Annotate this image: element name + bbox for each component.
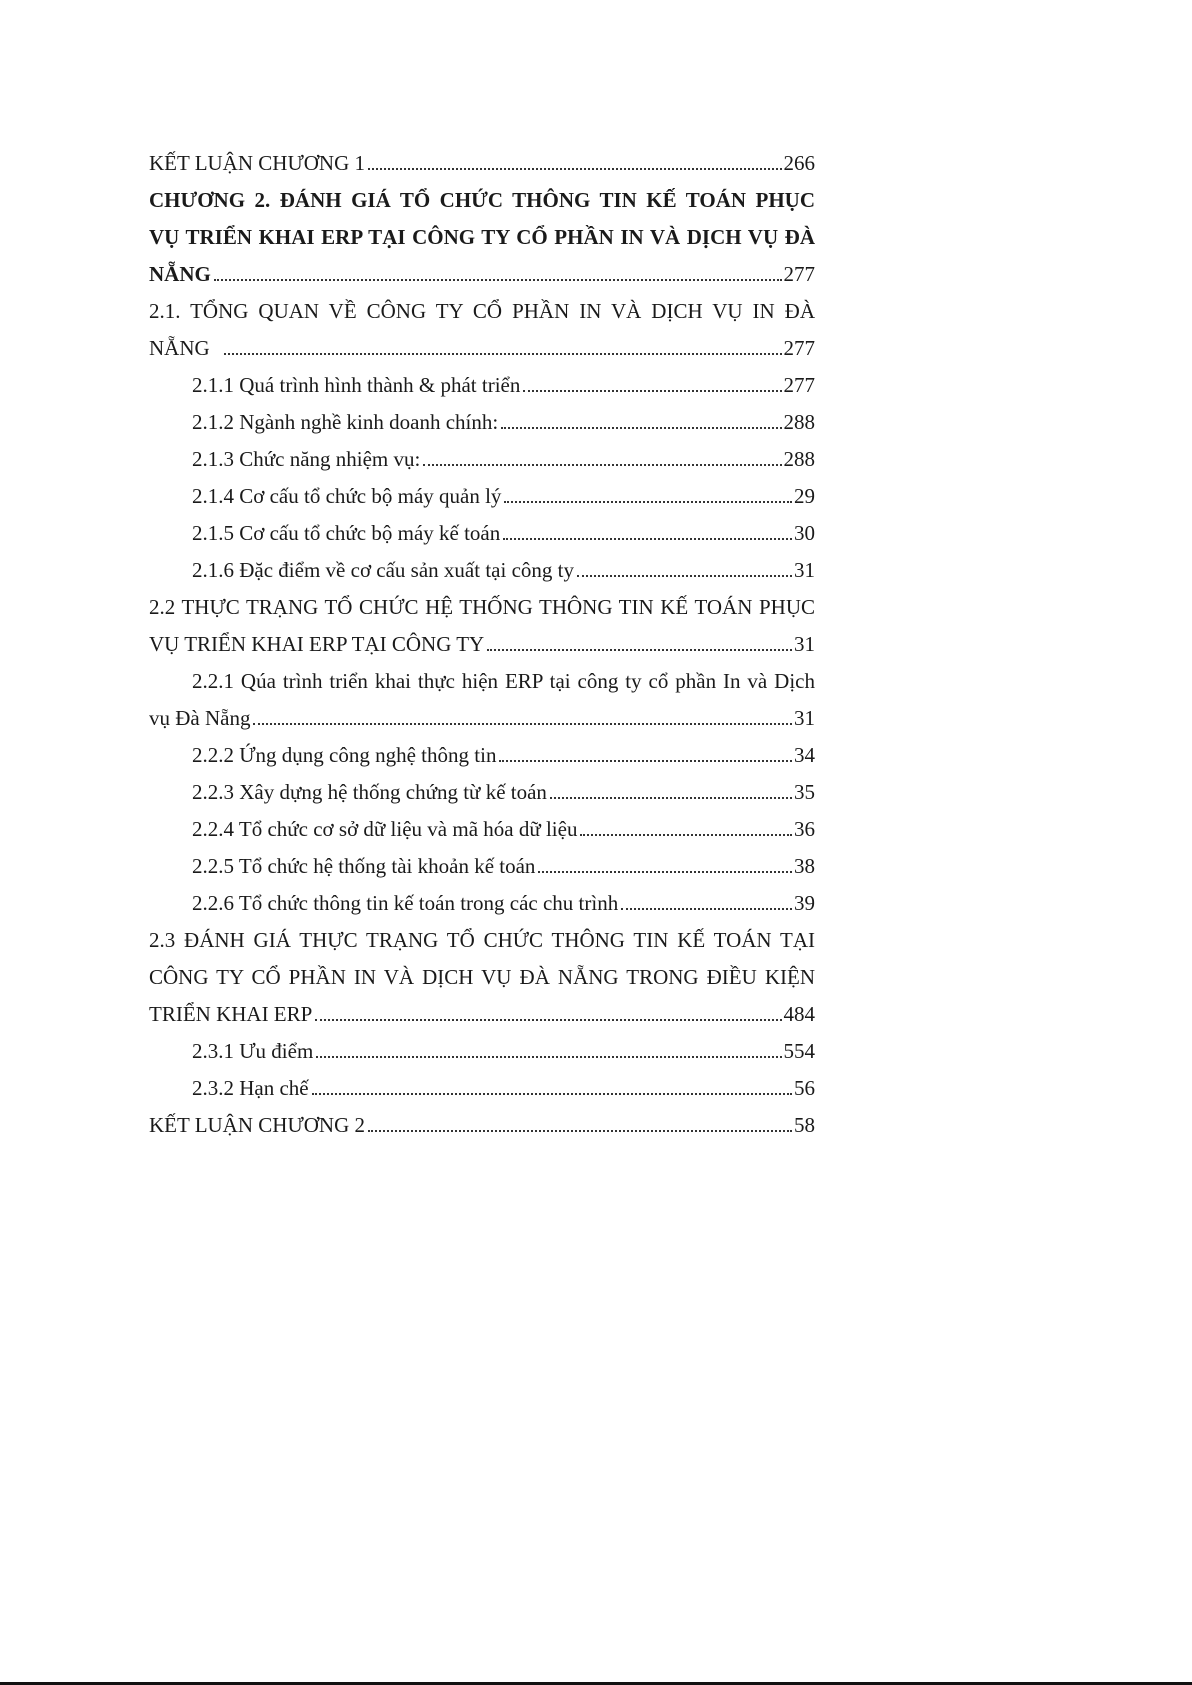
toc-entry-page: 38: [794, 854, 815, 878]
toc-entry-title: 2.1.3 Chức năng nhiệm vụ:: [192, 447, 421, 471]
toc-entry-page: 277: [783, 373, 815, 397]
toc-entry-title: 2.3.2 Hạn chế: [192, 1076, 309, 1100]
toc-entry-page: 288: [783, 410, 815, 434]
toc-entry-page: 277: [783, 336, 815, 360]
toc-section-2-1-line-1[interactable]: 2.1. TỔNG QUAN VỀ CÔNG TY CỔ PHẦN IN VÀ DỊCH VỤ IN ĐÀ: [149, 299, 815, 323]
toc-entry-2-1-3[interactable]: [149, 441, 815, 478]
toc-entry-title: 2.3.1 Ưu điểm: [192, 1039, 314, 1063]
dot-leader: [423, 463, 781, 466]
toc-entry-2-2-1-line-2[interactable]: [149, 700, 815, 737]
toc-entry-title: 2.2.6 Tổ chức thông tin kế toán trong các chu trình: [192, 891, 619, 915]
toc-entry-title: NẴNG: [149, 262, 211, 286]
toc-entry-page: 39: [794, 891, 815, 915]
toc-entry-2-2-4[interactable]: [149, 811, 815, 848]
dot-leader: [368, 167, 782, 170]
toc-entry-2-1-1[interactable]: [149, 367, 815, 404]
toc-section-2-1-line-2[interactable]: [149, 330, 815, 367]
dot-leader: [487, 648, 792, 651]
toc-section-2-2-line-1[interactable]: 2.2 THỰC TRẠNG TỔ CHỨC HỆ THỐNG THÔNG TIN KẾ TOÁN PHỤC: [149, 595, 815, 619]
dot-leader: [253, 722, 792, 725]
toc-entry-2-2-5[interactable]: [149, 848, 815, 885]
toc-entry-title: 2.1.5 Cơ cấu tổ chức bộ máy kế toán: [192, 521, 501, 545]
toc-entry-title: 2.2.5 Tổ chức hệ thống tài khoản kế toán: [192, 854, 536, 878]
toc-entry-2-1-6[interactable]: [149, 552, 815, 589]
toc-entry-2-2-2[interactable]: [149, 737, 815, 774]
dot-leader: [577, 574, 792, 577]
toc-entry-title: 2.1.1 Quá trình hình thành & phát triển: [192, 373, 521, 397]
toc-entry-page: 484: [783, 1002, 815, 1026]
toc-entry-2-3-2[interactable]: [149, 1070, 815, 1107]
toc-entry-2-1-2[interactable]: [149, 404, 815, 441]
dot-leader: [316, 1055, 781, 1058]
toc-entry-title: KẾT LUẬN CHƯƠNG 1: [149, 151, 365, 175]
toc-entry-2-2-1-line-1[interactable]: 2.2.1 Qúa trình triển khai thực hiện ERP tại công ty cổ phần In và Dịch: [192, 669, 815, 693]
toc-section-2-3-line-2[interactable]: CÔNG TY CỔ PHẦN IN VÀ DỊCH VỤ ĐÀ NẴNG TRONG ĐIỀU KIỆN: [149, 965, 815, 989]
dot-leader: [621, 907, 792, 910]
toc-entry-page: 31: [794, 706, 815, 730]
toc-entry-page: 34: [794, 743, 815, 767]
dot-leader: [224, 352, 782, 355]
toc-entry-title: 2.1.2 Ngành nghề kinh doanh chính:: [192, 410, 499, 434]
toc-section-2-3-line-3[interactable]: [149, 996, 815, 1033]
dot-leader: [538, 870, 792, 873]
dot-leader: [580, 833, 792, 836]
toc-chapter-2-line-3[interactable]: [149, 256, 815, 293]
toc-entry-2-2-6[interactable]: [149, 885, 815, 922]
dot-leader: [504, 500, 792, 503]
dot-leader: [214, 278, 782, 281]
toc-entry-title: VỤ TRIỂN KHAI ERP TẠI CÔNG TY: [149, 632, 485, 656]
toc-entry-2-1-4[interactable]: [149, 478, 815, 515]
dot-leader: [499, 759, 792, 762]
toc-entry-title: NẴNG: [149, 336, 210, 360]
toc-entry-page: 266: [783, 151, 815, 175]
toc-entry-title: KẾT LUẬN CHƯƠNG 2: [149, 1113, 365, 1137]
dot-leader: [503, 537, 792, 540]
toc-entry-page: 31: [794, 632, 815, 656]
toc-entry-page: 58: [794, 1113, 815, 1137]
toc-entry-2-2-3[interactable]: [149, 774, 815, 811]
toc-section-2-2-line-2[interactable]: [149, 626, 815, 663]
toc-section-2-3-line-1[interactable]: 2.3 ĐÁNH GIÁ THỰC TRẠNG TỔ CHỨC THÔNG TIN KẾ TOÁN TẠI: [149, 928, 815, 952]
toc-entry-page: 36: [794, 817, 815, 841]
toc-chapter-2-line-1[interactable]: CHƯƠNG 2. ĐÁNH GIÁ TỔ CHỨC THÔNG TIN KẾ TOÁN PHỤC: [149, 188, 815, 212]
toc-entry-title: 2.1.4 Cơ cấu tổ chức bộ máy quản lý: [192, 484, 502, 508]
toc-entry-title: vụ Đà Nẵng: [149, 706, 251, 730]
toc-entry-title: 2.2.4 Tổ chức cơ sở dữ liệu và mã hóa dữ liệu: [192, 817, 578, 841]
toc-entry-page: 31: [794, 558, 815, 582]
toc-entry-page: 554: [783, 1039, 815, 1063]
toc-entry-title: 2.1.6 Đặc điểm về cơ cấu sản xuất tại công ty: [192, 558, 574, 582]
dot-leader: [315, 1018, 781, 1021]
toc-entry-page: 288: [783, 447, 815, 471]
dot-leader: [368, 1129, 792, 1132]
dot-leader: [501, 426, 781, 429]
dot-leader: [312, 1092, 792, 1095]
toc-chapter-2-line-2[interactable]: VỤ TRIỂN KHAI ERP TẠI CÔNG TY CỔ PHẦN IN VÀ DỊCH VỤ ĐÀ: [149, 225, 815, 249]
toc-entry-title: TRIỂN KHAI ERP: [149, 1002, 313, 1026]
toc-entry-page: 35: [794, 780, 815, 804]
table-of-contents: [149, 145, 815, 1144]
dot-leader: [550, 796, 792, 799]
toc-entry-2-1-5[interactable]: [149, 515, 815, 552]
toc-entry-page: 277: [783, 262, 815, 286]
toc-entry-title: 2.2.2 Ứng dụng công nghệ thông tin: [192, 743, 497, 767]
toc-entry-2-3-1[interactable]: [149, 1033, 815, 1070]
toc-entry-page: 56: [794, 1076, 815, 1100]
toc-entry-ket-luan-chuong-2[interactable]: [149, 1107, 815, 1144]
toc-entry-ket-luan-chuong-1[interactable]: [149, 145, 815, 182]
toc-entry-page: 30: [794, 521, 815, 545]
toc-entry-page: 29: [794, 484, 815, 508]
dot-leader: [523, 389, 781, 392]
toc-entry-title: 2.2.3 Xây dựng hệ thống chứng từ kế toán: [192, 780, 547, 804]
